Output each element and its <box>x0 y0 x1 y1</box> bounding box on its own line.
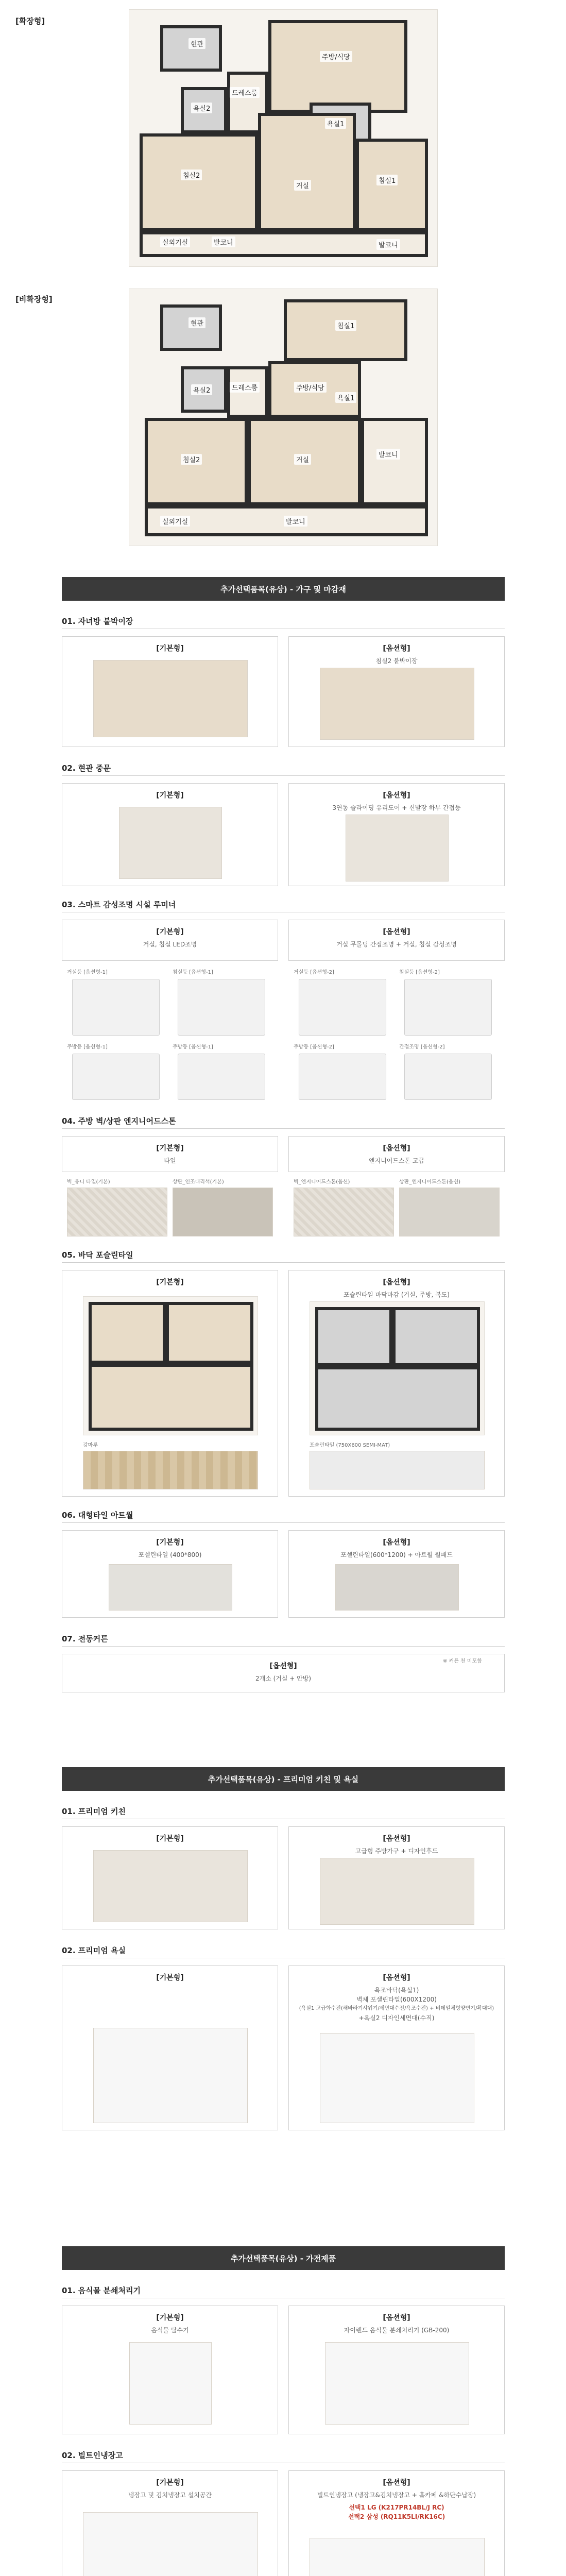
option-card: [옵션형] 빌트인냉장고 (냉장고&김치냉장고 + 홈카페 &하단수납장) 선택1 LG (K217PR14BL/J RC) 선택2 삼성 (RQ11K5LI/RK16C) <box>288 2470 505 2576</box>
option-card: [옵션형] 거실 무몰딩 간접조명 + 거실, 침실 감성조명 <box>288 920 505 961</box>
section-bar-appliance: 추가선택품목(유상) - 가전제품 <box>62 2246 505 2270</box>
non-expanded-plan-label: [비확장형] <box>15 295 53 304</box>
option-card: [옵션형] 3연동 슬라이딩 유리도어 + 신발장 하부 간접등 <box>288 783 505 886</box>
option-card: [옵션형] 포슬린타일 바닥마감 (거실, 주방, 복도) 포슬린타일 (750X600 SEMI-MAT) <box>288 1270 505 1497</box>
option-card: [옵션형] 2개소 (거실 + 안방) <box>62 1654 505 1692</box>
section-title: 06. 대형타일 아트월 <box>62 1511 133 1520</box>
section-title: 07. 전동커튼 <box>62 1634 108 1643</box>
option-card: [옵션형] 자이렌드 음식물 분쇄처리기 (GB-200) <box>288 2306 505 2434</box>
basic-card: [기본형] 포셀린타일 (400*800) <box>62 1530 278 1618</box>
section-title: 03. 스마트 감성조명 시설 루미너 <box>62 900 176 909</box>
section-title: 01. 음식물 분쇄처리기 <box>62 2286 141 2295</box>
basic-card: [기본형] 음식물 탈수기 <box>62 2306 278 2434</box>
basic-card: [기본형] 거실, 침실 LED조명 <box>62 920 278 961</box>
section-title: 01. 프리미엄 키친 <box>62 1807 126 1816</box>
section-bar-premium: 추가선택품목(유상) - 프리미엄 키친 및 욕실 <box>62 1767 505 1791</box>
section-title: 05. 바닥 포슬린타일 <box>62 1250 133 1260</box>
option-card: [옵션형] 고급형 주방가구 + 디자인후드 <box>288 1826 505 1929</box>
basic-card: [기본형] <box>62 783 278 886</box>
basic-card: [기본형] <box>62 1826 278 1929</box>
option-card: [옵션형] 침실2 붙박이장 <box>288 636 505 747</box>
basic-card: [기본형] 냉장고 및 김치냉장고 설치공간 <box>62 2470 278 2576</box>
page: [확장형] 현관 욕실2 드레스룸 주방/식당 침실2 욕실1 거실 실외기실 발코니 침실1 발코니 [비확장형] 현관 욕실2 침실1 주방/식당 침실2 드레스룸 거실 발코니 실외기실 발코니 욕실1 추가선택품목(유상) - 가구 및 마감재 01. 자녀방 붙박이장 [기본형] [옵션형] 침실2 붙박이장 02. 현관 중문 [기본형] [옵션형] 3연동 슬라이딩 유리도어 + 신발장 하부 간접등 03. 스마트 감성조명 시설 루미너 [기본형] 거실, 침실 LED조명 [옵션형] 거실 무몰딩 간접조명 + 거실, 침실 감성조명 거실등 [옵션형-1] 침실등 [옵션형-1] 거실등 [옵션형-2] 침실등 [옵션형-2] 주방등 [옵션형-1] 주방등 [옵션형-1] 주방등 [옵션형-2] 간접조명 [옵션형-2] 04. 주방 벽/상판 엔지니어드스톤 [기본형] 타일 [옵션형] 엔지니어드스톤 고급 벽_유니 타일(기본) 상판_인조대리석(기본) 벽_엔지니어드스톤(옵션) 상판_엔지니어드스톤(옵션) 05. 바닥 포슬린타일 [기본형] 강마루 [옵션형] 포슬린타일 바닥마감 (거실, 주방, 복도) 포슬린타일 (750X600 SEMI-MAT) 06. 대형타일 아트월 [기본형] 포셀린타일 (400*800) [옵션형] 포셀린타일(600*1200) + 아트월 월패드 07. 전동커튼 [옵션형] 2개소 (거실 + 안방) ※ 커튼 천 미포함 추가선택품목(유상) - 프리미엄 키친 및 욕실 01. 프리미엄 키친 [기본형] [옵션형] 고급형 주방가구 + 디자인후드 02. 프리미엄 욕실 [기본형] [옵션형] 욕조바닥(욕실1) 벽체 포셀린타일(600X1200) (욕실1 고급화수전(해바라기샤워기/세면대수전/욕조수전) + 비데일체형양변기/확대대) +욕실2 디자인세면대(수직) 추가선택품목(유상) - 가전제품 01. 음식물 분쇄처리기 [기본형] 음식물 탈수기 [옵션형] 자이렌드 음식물 분쇄처리기 (GB-200) 02. 빌트인냉장고 [기본형] 냉장고 및 김치냉장고 설치공간 [옵션형] 빌트인냉장고 (냉장고&김치냉장고 + 홈카페 &하단수납장) 선택1 LG (K217PR14BL/J RC) 선택2 삼성 (RQ11K5LI/RK16C) <box>0 0 566 2576</box>
section-title: 02. 프리미엄 욕실 <box>62 1946 126 1955</box>
expanded-floor-plan: 현관 욕실2 드레스룸 주방/식당 침실2 욕실1 거실 실외기실 발코니 침실1 발코니 <box>129 9 438 267</box>
non-expanded-floor-plan: 현관 욕실2 침실1 주방/식당 침실2 드레스룸 거실 발코니 실외기실 발코니 욕실1 <box>129 289 438 546</box>
basic-card: [기본형] <box>62 1965 278 2130</box>
section-bar-interior: 추가선택품목(유상) - 가구 및 마감재 <box>62 577 505 601</box>
basic-card: [기본형] <box>62 636 278 747</box>
option-card: [옵션형] 엔지니어드스톤 고급 <box>288 1136 505 1172</box>
section-title: 01. 자녀방 붙박이장 <box>62 617 133 626</box>
option-card: [옵션형] 포셀린타일(600*1200) + 아트월 월패드 <box>288 1530 505 1618</box>
basic-card: [기본형] 강마루 <box>62 1270 278 1497</box>
section-title: 02. 현관 중문 <box>62 764 111 773</box>
expanded-plan-label: [확장형] <box>15 16 45 26</box>
basic-card: [기본형] 타일 <box>62 1136 278 1172</box>
section-title: 02. 빌트인냉장고 <box>62 2451 123 2460</box>
option-card: [옵션형] 욕조바닥(욕실1) 벽체 포셀린타일(600X1200) (욕실1 고급화수전(해바라기샤워기/세면대수전/욕조수전) + 비데일체형양변기/확대대) +욕실2 디자인세면대(수직) <box>288 1965 505 2130</box>
curtain-note: ※ 커튼 천 미포함 <box>443 1658 482 1664</box>
section-title: 04. 주방 벽/상판 엔지니어드스톤 <box>62 1116 176 1126</box>
